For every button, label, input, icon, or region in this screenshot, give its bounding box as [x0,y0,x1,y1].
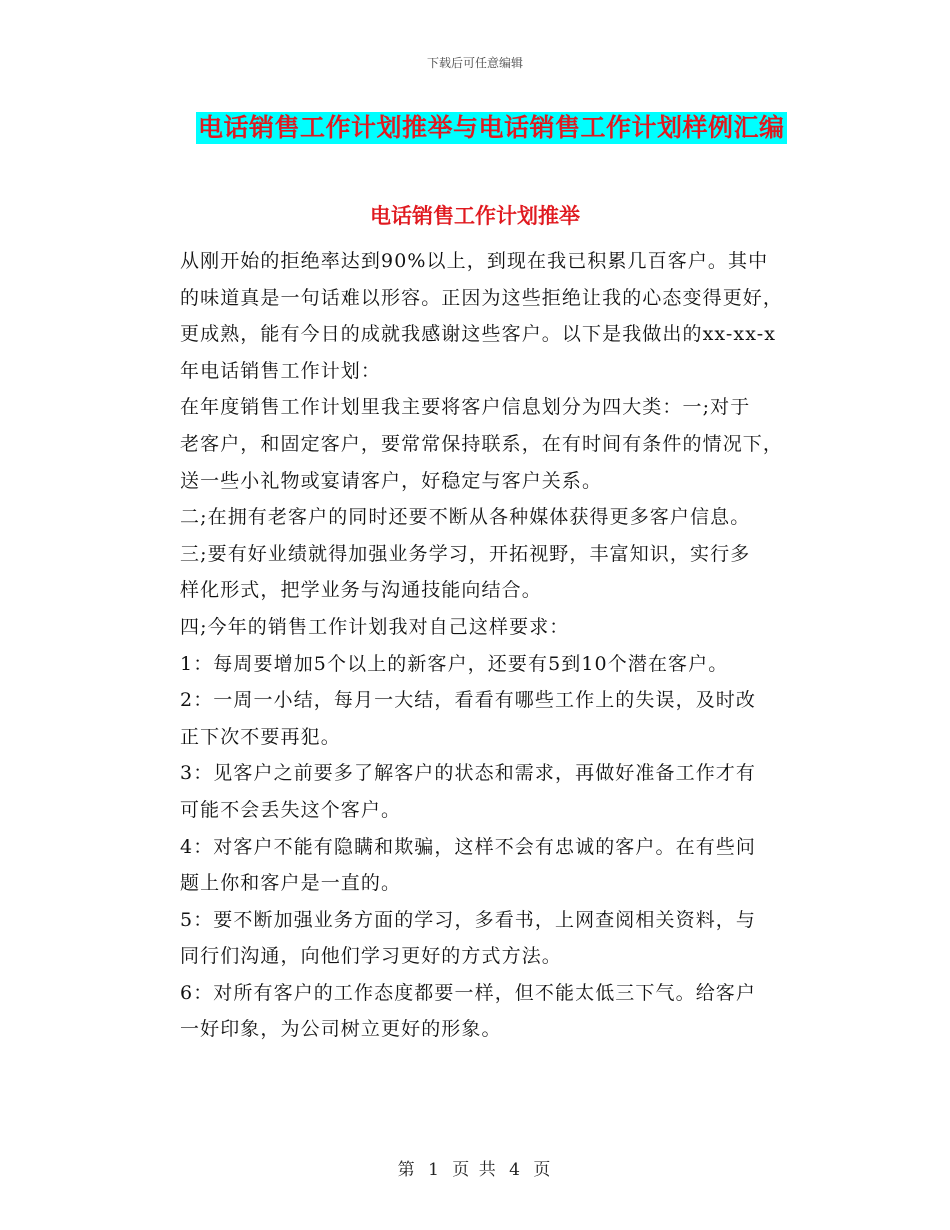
document-body [142,243,812,1048]
paragraph-line: 5：要不断加强业务方面的学习，多看书，上网查阅相关资料，与 [180,908,756,931]
footer-prefix: 第 [397,1160,417,1180]
paragraph-line: 老客户，和固定客户，要常常保持联系，在有时间有条件的情况下， [180,432,784,455]
document-title: 电话销售工作计划推举与电话销售工作计划样例汇编 [198,113,785,142]
paragraph-line: 三;要有好业绩就得加强业务学习，开拓视野，丰富知识，实行多 [180,542,751,565]
paragraph-line: 送一些小礼物或宴请客户，好稳定与客户关系。 [180,469,603,492]
paragraph-line: 4：对客户不能有隐瞒和欺骗，这样不会有忠诚的客户。在有些问 [180,835,756,858]
body-paragraph [142,536,812,609]
paragraph-line: 样化形式，把学业务与沟通技能向结合。 [180,579,542,602]
footer-suffix: 页 [533,1160,553,1180]
body-paragraph [142,389,812,499]
body-paragraph [142,682,812,755]
body-paragraph [142,499,812,536]
footer-page-number: 1 [428,1160,441,1180]
paragraph-line: 可能不会丢失这个客户。 [180,798,402,821]
body-paragraph [142,829,812,902]
footer-middle: 页 共 [452,1160,498,1180]
footer-total-pages: 4 [509,1160,522,1180]
header-note: 下载后可任意编辑 [426,56,523,70]
body-paragraph [142,243,812,389]
paragraph-line: 一好印象，为公司树立更好的形象。 [180,1018,502,1041]
paragraph-line: 6：对所有客户的工作态度都要一样，但不能太低三下气。给客户 [180,981,756,1004]
paragraph-line: 四;今年的销售工作计划我对自己这样要求： [180,615,570,638]
paragraph-line: 的味道真是一句话难以形容。正因为这些拒绝让我的心态变得更好， [180,286,784,309]
section-title: 电话销售工作计划推举 [370,204,580,228]
body-paragraph [142,755,812,828]
paragraph-line: 3：见客户之前要多了解客户的状态和需求，再做好准备工作才有 [180,762,756,785]
paragraph-line: 2：一周一小结，每月一大结，看看有哪些工作上的失误，及时改 [180,689,756,712]
body-paragraph [142,646,812,683]
paragraph-line: 在年度销售工作计划里我主要将客户信息划分为四大类：一;对于 [180,396,751,419]
page-footer [0,1155,950,1180]
paragraph-line: 年电话销售工作计划： [180,359,382,382]
paragraph-line: 从刚开始的拒绝率达到90%以上，到现在我已积累几百客户。其中 [180,250,769,272]
paragraph-line: 更成熟，能有今日的成就我感谢这些客户。以下是我做出的xx-xx-x [180,323,777,346]
paragraph-line: 题上你和客户是一直的。 [180,872,402,895]
body-paragraph [142,902,812,975]
paragraph-line: 二;在拥有老客户的同时还要不断从各种媒体获得更多客户信息。 [180,506,751,529]
body-paragraph [142,609,812,646]
body-paragraph [142,975,812,1048]
paragraph-line: 正下次不要再犯。 [180,725,341,748]
paragraph-line: 1：每周要增加5个以上的新客户，还要有5到10个潜在客户。 [180,652,729,675]
paragraph-line: 同行们沟通，向他们学习更好的方式方法。 [180,945,562,968]
